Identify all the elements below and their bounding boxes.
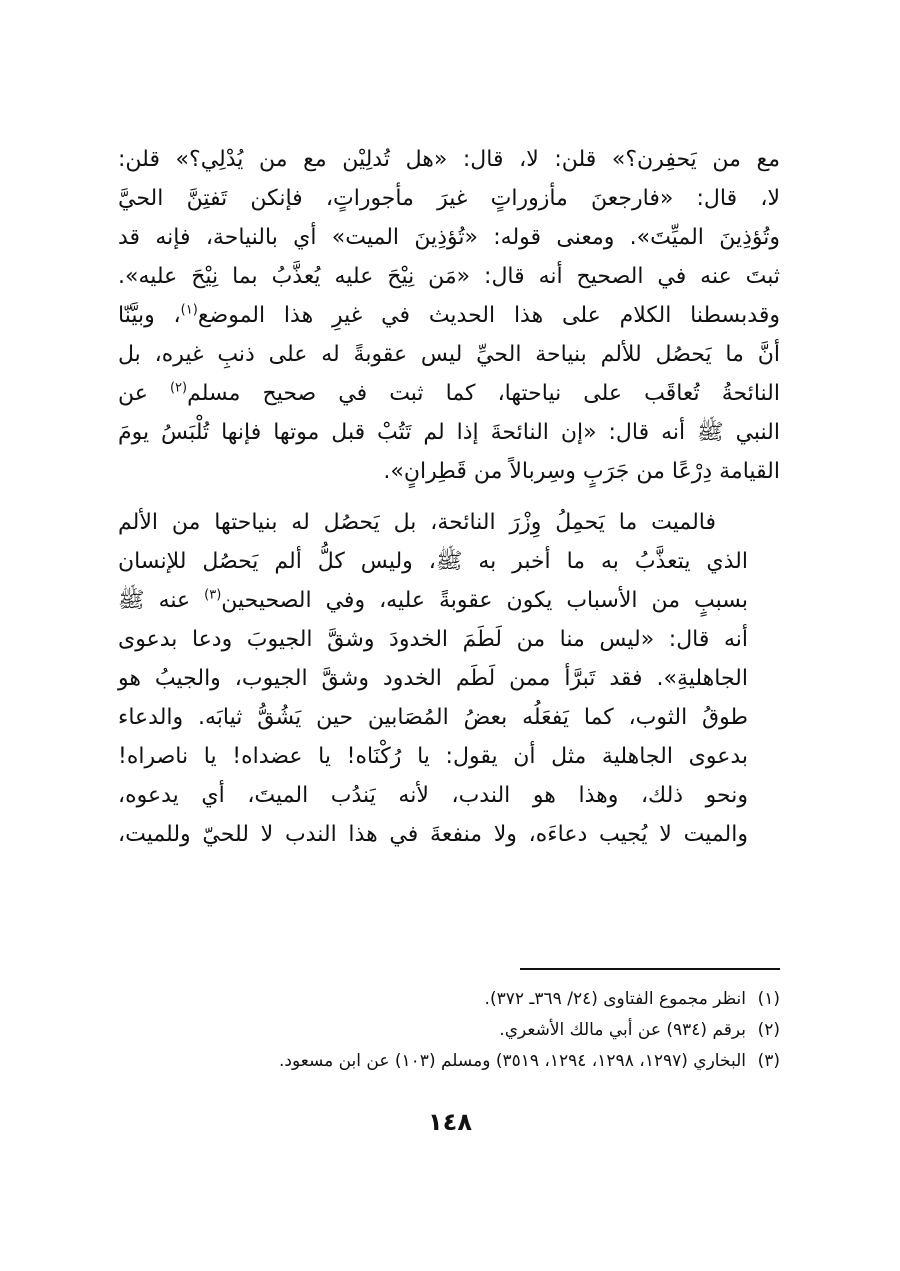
footnote-separator [520, 968, 780, 970]
text-line: والميت لا يُجيب دعاءَه، ولا منفعةَ في هذا الندب لا للحيّ وللميت، [118, 822, 748, 847]
footnotes [118, 984, 780, 1077]
text-line: مع من يَحفِرن؟» قلن: لا، قال: «هل تُدلِيْن مع من يُدْلِي؟» قلن: [118, 147, 780, 172]
footnote-number: (١) [757, 989, 780, 1009]
text-line: طوقُ الثوب، كما يَفعَلُه بعضُ المُصَابين حين يَشُقُّ ثيابَه. والدعاء [118, 705, 748, 730]
text-line: فالميت ما يَحمِلُ وِزْرَ النائحة، بل يَحصُل له بنياحتها من الألم [118, 510, 716, 535]
text-segment: ، وبيَّنّا [118, 303, 181, 328]
text-segment: النائحةُ تُعاقَب على نياحتها، كما ثبت في صحيح مسلم [187, 381, 780, 406]
text-line [118, 374, 780, 413]
paragraph-1 [118, 140, 780, 491]
text-line: بدعوى الجاهلية مثل أن يقول: يا رُكْنَاه! يا عضداه! يا ناصراه! [118, 744, 748, 769]
footnote-3 [118, 1046, 780, 1077]
text-line: الذي يتعذَّبُ به ما أخبر به ﷺ، وليس كلُّ ألم يَحصُل للإنسان [118, 549, 748, 574]
footnote-ref-3[interactable]: (٣) [204, 587, 222, 603]
footnote-number: (٢) [757, 1020, 780, 1040]
footnote-ref-2[interactable]: (٢) [169, 380, 188, 396]
footnote-text: برقم (٩٣٤) عن أبي مالك الأشعري. [499, 1020, 746, 1040]
text-line: القيامة دِرْعًا من جَرَبٍ وسِربالاً من قَطِرانٍ». [383, 459, 780, 484]
paragraph-2 [118, 503, 780, 854]
footnote-2 [118, 1015, 780, 1046]
text-line: وتُؤذِينَ الميِّتَ». ومعنى قوله: «تُؤذِينَ الميت» أي بالنياحة، فإنه قد [118, 225, 780, 250]
text-line: الجاهليةِ». فقد تَبرَّأ ممن لَطَم الخدود وشقَّ الجيوب، والجيبُ هو [118, 666, 748, 691]
text-line: لا، قال: «فارجعنَ مأزوراتٍ غيرَ مأجوراتٍ، فإنكن تَفتِنَّ الحيَّ [118, 186, 780, 211]
text-segment: بسببٍ من الأسباب يكون عقوبةً عليه، وفي الصحيحين [221, 588, 748, 613]
text-line: أنه قال: «ليس منا من لَطَمَ الخدودَ وشقَّ الجيوبَ ودعا بدعوى [118, 627, 748, 652]
text-line [118, 296, 780, 335]
text-line: النبي ﷺ أنه قال: «إن النائحةَ إذا لم تَتُبْ قبل موتها فإنها تُلْبَسُ يومَ [118, 420, 780, 445]
footnote-ref-1[interactable]: (١) [180, 302, 198, 318]
text-line: ثبتَ عنه في الصحيح أنه قال: «مَن نِيْحَ عليه يُعذَّبُ بما نِيْحَ عليه». [118, 264, 780, 289]
main-text [118, 140, 780, 854]
text-line: ونحو ذلك، وهذا هو الندب، لأنه يَندُب الميتَ، أي يدعوه، [118, 783, 748, 808]
text-line: أنَّ ما يَحصُل للألم بنياحة الحيِّ ليس عقوبةً له على ذنبِ غيره، بل [118, 342, 780, 367]
footnote-number: (٣) [757, 1051, 780, 1071]
footnote-1 [118, 984, 780, 1015]
page-number: ١٤٨ [428, 1108, 472, 1136]
text-segment: عنه ﷺ [118, 588, 191, 613]
footnote-text: البخاري (١٢٩٧، ١٢٩٨، ١٢٩٤، ٣٥١٩) ومسلم (١٠٣) عن ابن مسعود. [278, 1051, 746, 1071]
text-segment: وقدبسطنا الكلام على هذا الحديث في غيرِ هذا الموضع [197, 303, 780, 328]
footnote-text: انظر مجموع الفتاوى (٢٤/ ٣٦٩ـ ٣٧٢). [484, 989, 746, 1009]
text-segment: عن [118, 381, 148, 406]
text-line [118, 581, 780, 620]
